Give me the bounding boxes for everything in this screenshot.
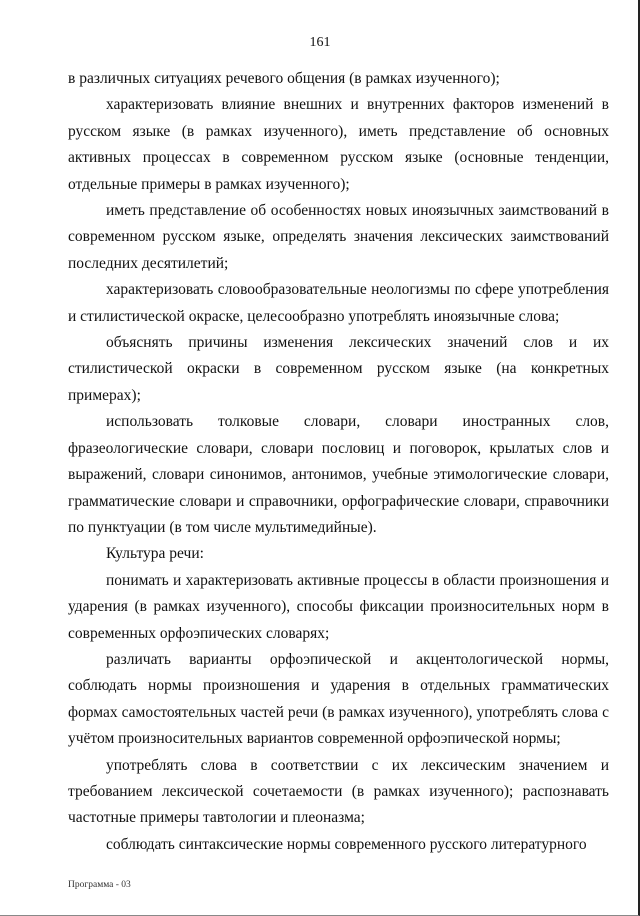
paragraph-external-internal-factors: характеризовать влияние внешних и внутренних факторов изменений в русском языке (в рамках изученного), иметь представление об основных активных процессах в современном русском языке (основные тенденции, отдельные примеры в рамках изученного); [68,96,609,193]
paragraph-lexical-changes: объяснять причины изменения лексических значений слов и их стилистической окраски в современном русском языке (на конкретных примерах); [68,334,609,404]
document-body [68,66,609,858]
paragraph-neologisms: характеризовать словообразовательные неологизмы по сфере употребления и стилистической окраске, целесообразно употреблять иноязычные слова; [68,281,609,325]
paragraph-syntactic-norms: соблюдать синтаксические нормы современного русского литературного [106,835,587,853]
paragraph-continuation: в различных ситуациях речевого общения (в рамках изученного); [68,70,500,87]
paragraph-orthoepic-norms: различать варианты орфоэпической и акцентологической нормы, соблюдать нормы произношения и ударения в отдельных грамматических формах самостоятельных частей речи (в рамках изученного), употреблять слова с учётом произносительных вариантов современной орфоэпической нормы; [68,650,609,748]
page-number: 161 [309,35,331,50]
paragraph-pronunciation-processes: понимать и характеризовать активные процессы в области произношения и ударения (в рамках изученного), способы фиксации произносительных норм в современных орфоэпических словарях; [68,571,609,642]
paragraph-lexical-compatibility: употреблять слова в соответствии с их лексическим значением и требованием лексической сочетаемости (в рамках изученного); распознавать частотные примеры тавтологии и плеоназма; [68,756,609,827]
section-heading-speech-culture: Культура речи: [106,545,204,563]
paragraph-loanwords: иметь представление об особенностях новых иноязычных заимствований в современном русском языке, определять значения лексических заимствований последних десятилетий; [68,202,609,272]
footer-program-label: Программа - 03 [68,880,131,890]
paragraph-dictionaries: использовать толковые словари, словари иностранных слов, фразеологические словари, словари пословиц и поговорок, крылатых слов и выражений, словари синонимов, антонимов, учебные этимологические словари, грамматические словари и справочники, орфографические словари, справочники по пунктуации (в том числе мультимедийные). [68,413,609,536]
